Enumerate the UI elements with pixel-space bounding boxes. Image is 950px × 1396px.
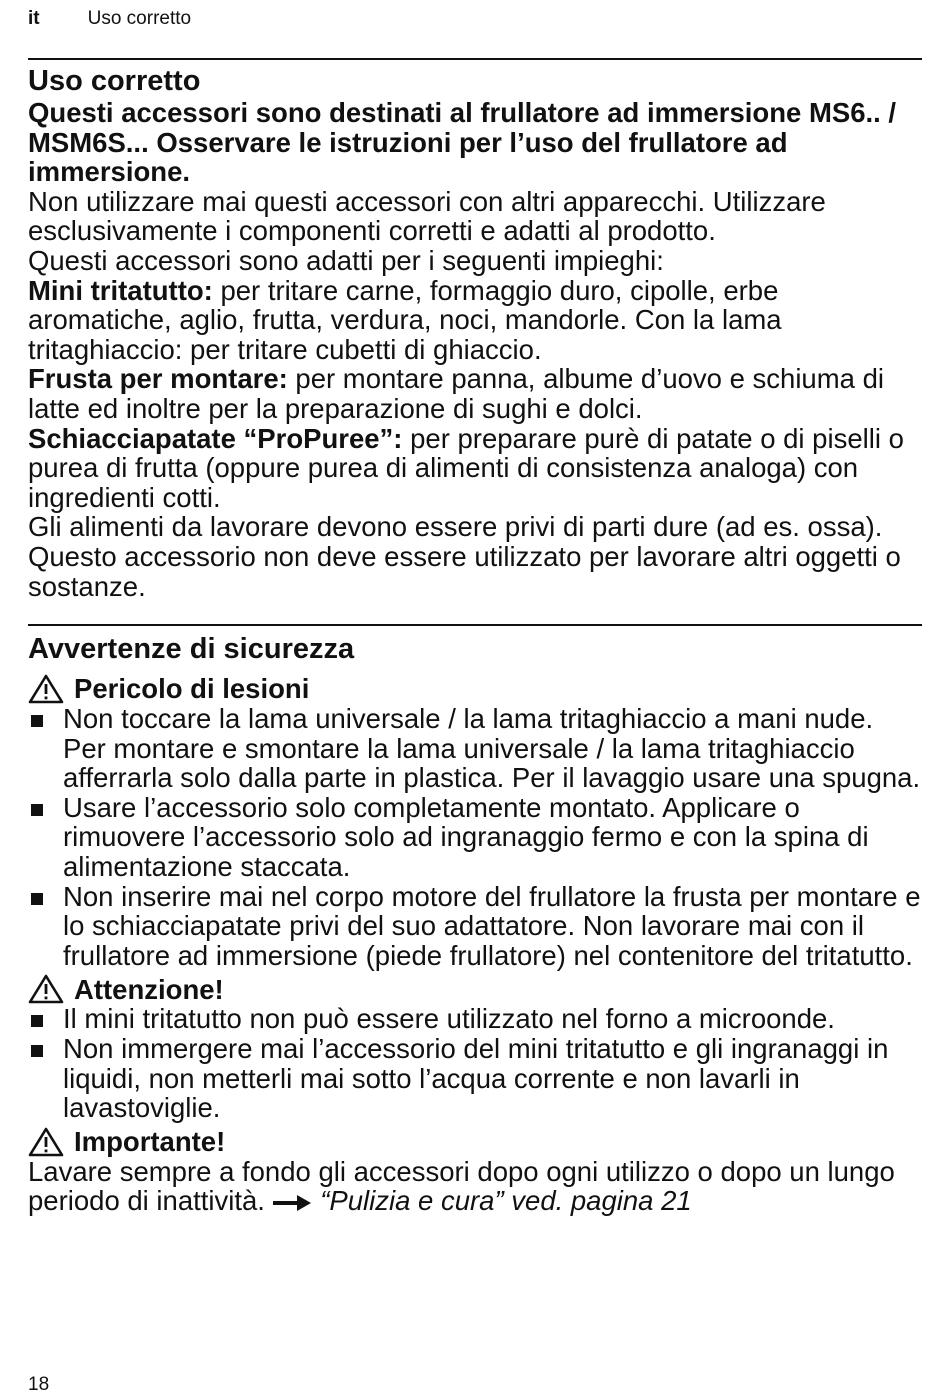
attenzione-title: Attenzione!	[74, 973, 224, 1005]
importante-title: Importante!	[74, 1125, 226, 1157]
uso-intro: Questi accessori sono destinati al frullatore ad immersione MS6.. / MSM6S... Osservare le istruzioni per l’uso del frullatore ad immersione.	[28, 97, 897, 188]
list-item: Il mini tritatutto non può essere utilizzato nel forno a microonde.	[28, 1004, 922, 1034]
importante-paragraph	[28, 1157, 922, 1216]
frusta-text: per montare panna, albume d’uovo e schiuma di latte ed inoltre per la preparazione di sughi e dolci.	[28, 363, 884, 424]
page-number: 18	[28, 1374, 50, 1395]
pericolo-list	[28, 704, 922, 970]
bullet-square-icon	[31, 893, 43, 905]
page-reference-link[interactable]: “Pulizia e cura” ved. pagina 21	[320, 1185, 692, 1217]
uso-title: Uso corretto	[28, 65, 201, 97]
uso-p2: Questi accessori sono adatti per i seguenti impieghi:	[28, 244, 664, 276]
section-rule	[28, 624, 922, 626]
bullet-square-icon	[31, 1045, 43, 1057]
pericolo-heading	[28, 674, 922, 704]
uso-p3: Gli alimenti da lavorare devono essere privi di parti dure (ad es. ossa). Questo accessorio non deve essere utilizzato per lavorare altri oggetti o sostanze.	[28, 511, 901, 602]
warning-triangle-icon	[28, 974, 64, 1004]
list-item: Non inserire mai nel corpo motore del frullatore la frusta per montare e lo schiacciapatate privi del suo adattatore. Non lavorare mai con il frullatore ad immersione (piede frullatore) nel contenitore del tritatutto.	[28, 882, 922, 971]
uso-p1: Non utilizzare mai questi accessori con altri apparecchi. Utilizzare esclusivamente i componenti corretti e adatti al prodotto.	[28, 185, 826, 247]
schiaccia-label: Schiacciapatate “ProPuree”:	[28, 422, 403, 454]
importante-heading	[28, 1127, 922, 1157]
list-item: Non toccare la lama universale / la lama tritaghiaccio a mani nude. Per montare e smontare la lama universale / la lama tritaghiaccio afferrarla solo dalla parte in plastica. Per il lavaggio usare una spugna.	[28, 704, 922, 793]
sicurezza-title: Avvertenze di sicurezza	[28, 633, 355, 665]
section-sicurezza	[28, 632, 922, 1216]
bullet-square-icon	[31, 804, 43, 816]
section-uso-corretto	[28, 64, 922, 601]
frusta-paragraph	[28, 364, 922, 423]
bullet-square-icon	[31, 715, 43, 727]
schiaccia-text: per preparare purè di patate o di piselli o purea di frutta (oppure purea di alimenti di consistenza analoga) con ingredienti cotti.	[28, 422, 904, 513]
list-item: Non immergere mai l’accessorio del mini tritatutto e gli ingranaggi in liquidi, non metterli mai sotto l’acqua corrente e non lavarli in lavastoviglie.	[28, 1034, 922, 1123]
running-section-title: Uso corretto	[87, 8, 192, 29]
bullet-square-icon	[31, 1015, 43, 1027]
top-rule	[28, 58, 922, 60]
attenzione-heading	[28, 974, 922, 1004]
warning-triangle-icon	[28, 674, 64, 704]
frusta-label: Frusta per montare:	[28, 363, 288, 395]
mini-tritatutto-paragraph	[28, 276, 922, 365]
mini-text: per tritare carne, formaggio duro, cipolle, erbe aromatiche, aglio, frutta, verdura, noci, mandorle. Con la lama tritaghiaccio: per tritare cubetti di ghiaccio.	[28, 274, 782, 365]
language-code: it	[28, 8, 40, 29]
mini-label: Mini tritatutto:	[28, 274, 213, 306]
pericolo-title: Pericolo di lesioni	[74, 673, 310, 705]
warning-triangle-icon	[28, 1127, 64, 1157]
importante-text: Lavare sempre a fondo gli accessori dopo ogni utilizzo o dopo un lungo periodo di inattività.	[28, 1155, 895, 1217]
schiaccia-paragraph	[28, 424, 922, 513]
list-item: Usare l’accessorio solo completamente montato. Applicare o rimuovere l’accessorio solo ad ingranaggio fermo e con la spina di alimentazione staccata.	[28, 793, 922, 882]
attenzione-list	[28, 1004, 922, 1122]
arrow-right-icon	[273, 1194, 313, 1212]
page-header	[28, 8, 191, 30]
